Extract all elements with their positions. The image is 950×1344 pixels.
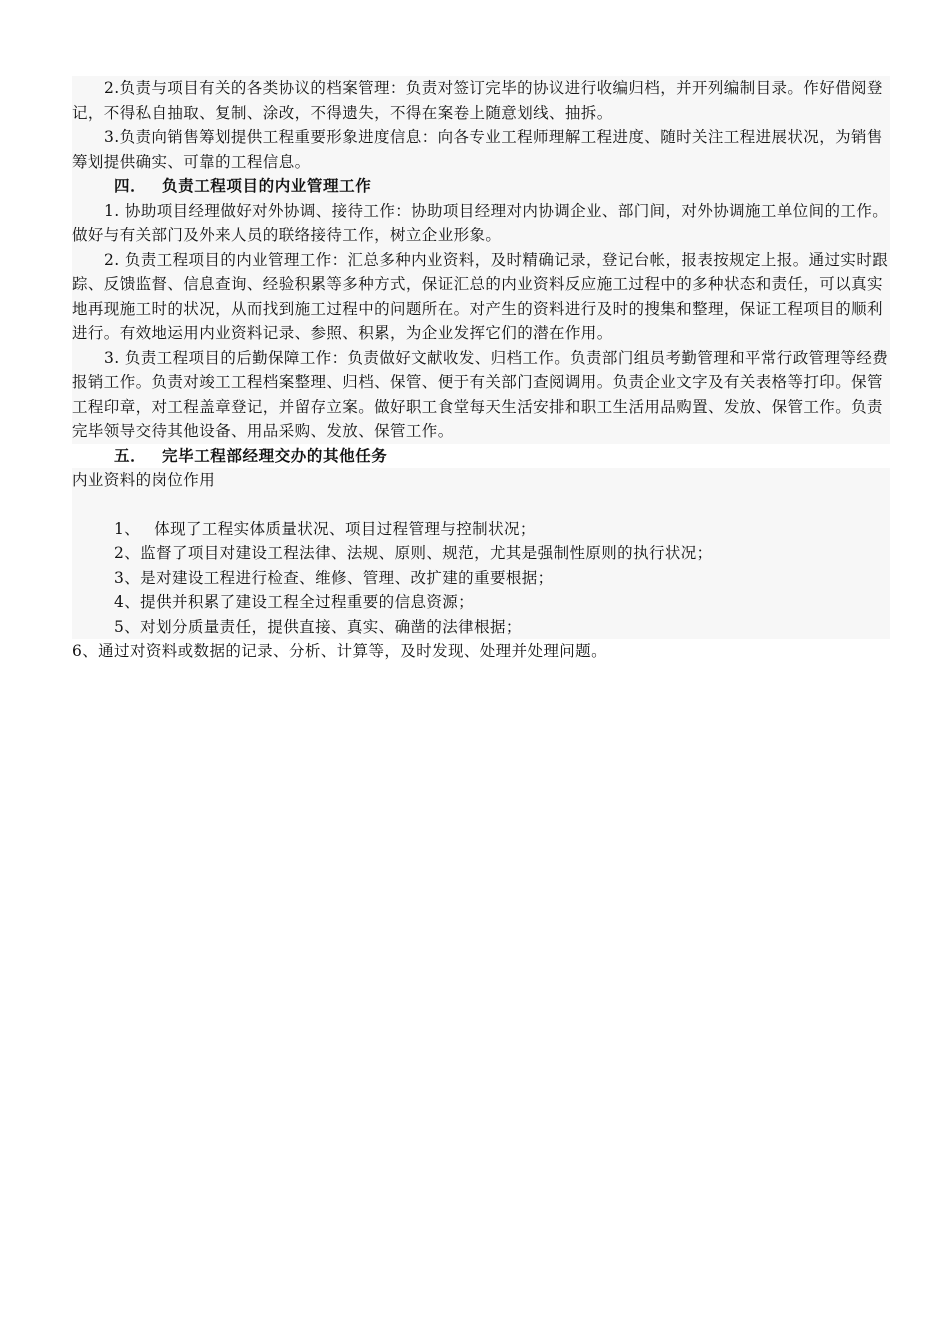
section-5-heading [72, 444, 890, 469]
role-item-2 [72, 541, 890, 566]
role-item-text: 监督了项目对建设工程法律、法规、原则、规范，尤其是强制性原则的执行状况； [140, 544, 713, 562]
role-item-number: 4、 [114, 593, 141, 611]
paragraph-4-2: 2. 负责工程项目的内业管理工作：汇总多种内业资料，及时精确记录，登记台帐，报表按规定上报。通过实时跟踪、反馈监督、信息查询、经验积累等多种方式，保证汇总的内业资料反应施工过程中的多种状态和责任，可以真实地再现施工时的状况，从而找到施工过程中的问题所在。对产生的资料进行及时的搜集和整理，保证工程项目的顺利进行。有效地运用内业资料记录、参照、积累，为企业发挥它们的潜在作用。 [72, 250, 889, 342]
role-item-text: 提供并积累了建设工程全过程重要的信息资源； [140, 593, 475, 611]
role-item-text: 体现了工程实体质量状况、项目过程管理与控制状况； [154, 519, 536, 538]
paragraph-3-3: 3.负责向销售筹划提供工程重要形象进度信息：向各专业工程师理解工程进度、随时关注工程进展状况，为销售筹划提供确实、可靠的工程信息。 [72, 128, 883, 171]
role-item-1 [72, 517, 890, 542]
section-4-heading [72, 174, 890, 199]
role-item-number: 5、 [114, 617, 141, 636]
role-heading: 内业资料的岗位作用 [72, 471, 216, 489]
role-item-text: 是对建设工程进行检查、维修、管理、改扩建的重要根据； [140, 568, 554, 587]
section-4-number: 四． [114, 177, 147, 195]
blank-line [72, 493, 890, 517]
paragraph-4-1: 1. 协助项目经理做好对外协调、接待工作：协助项目经理对内协调企业、部门间，对外协调施工单位间的工作。做好与有关部门及外来人员的联络接待工作，树立企业形象。 [72, 201, 889, 244]
paragraph-4-3: 3. 负责工程项目的后勤保障工作：负责做好文献收发、归档工作。负责部门组员考勤管理和平常行政管理等经费报销工作。负责对竣工工程档案整理、归档、保管、便于有关部门查阅调用。负责企业文字及有关表格等打印。保管工程印章，对工程盖章登记，并留存立案。做好职工食堂每天生活安排和职工生活用品购置、发放、保管工作。负责完毕领导交待其他设备、用品采购、发放、保管工作。 [72, 348, 889, 440]
role-item-number: 1、 [114, 519, 141, 538]
role-item-number: 3、 [114, 568, 141, 587]
role-item-5 [72, 615, 890, 640]
section-4-title: 负责工程项目的内业管理工作 [162, 177, 372, 195]
section-4 [72, 174, 890, 444]
paragraph-3-2: 2.负责与项目有关的各类协议的档案管理：负责对签订完毕的协议进行收编归档，并开列编制目录。作好借阅登记，不得私自抽取、复制、涂改，不得遗失，不得在案卷上随意划线、抽拆。 [72, 79, 883, 122]
role-item-4 [72, 590, 890, 615]
section-5-title: 完毕工程部经理交办的其他任务 [162, 446, 388, 465]
document-page [72, 76, 890, 664]
role-item-3 [72, 566, 890, 591]
section-5-number: 五． [114, 446, 147, 465]
role-item-number: 2、 [114, 544, 141, 562]
role-item-6: 6、通过对资料或数据的记录、分析、计算等，及时发现、处理并处理问题。 [72, 642, 607, 660]
role-item-text: 对划分质量责任，提供直接、真实、确凿的法律根据； [140, 617, 522, 636]
section-5 [72, 444, 890, 469]
section-3-continued [72, 76, 890, 174]
role-section [72, 468, 890, 639]
